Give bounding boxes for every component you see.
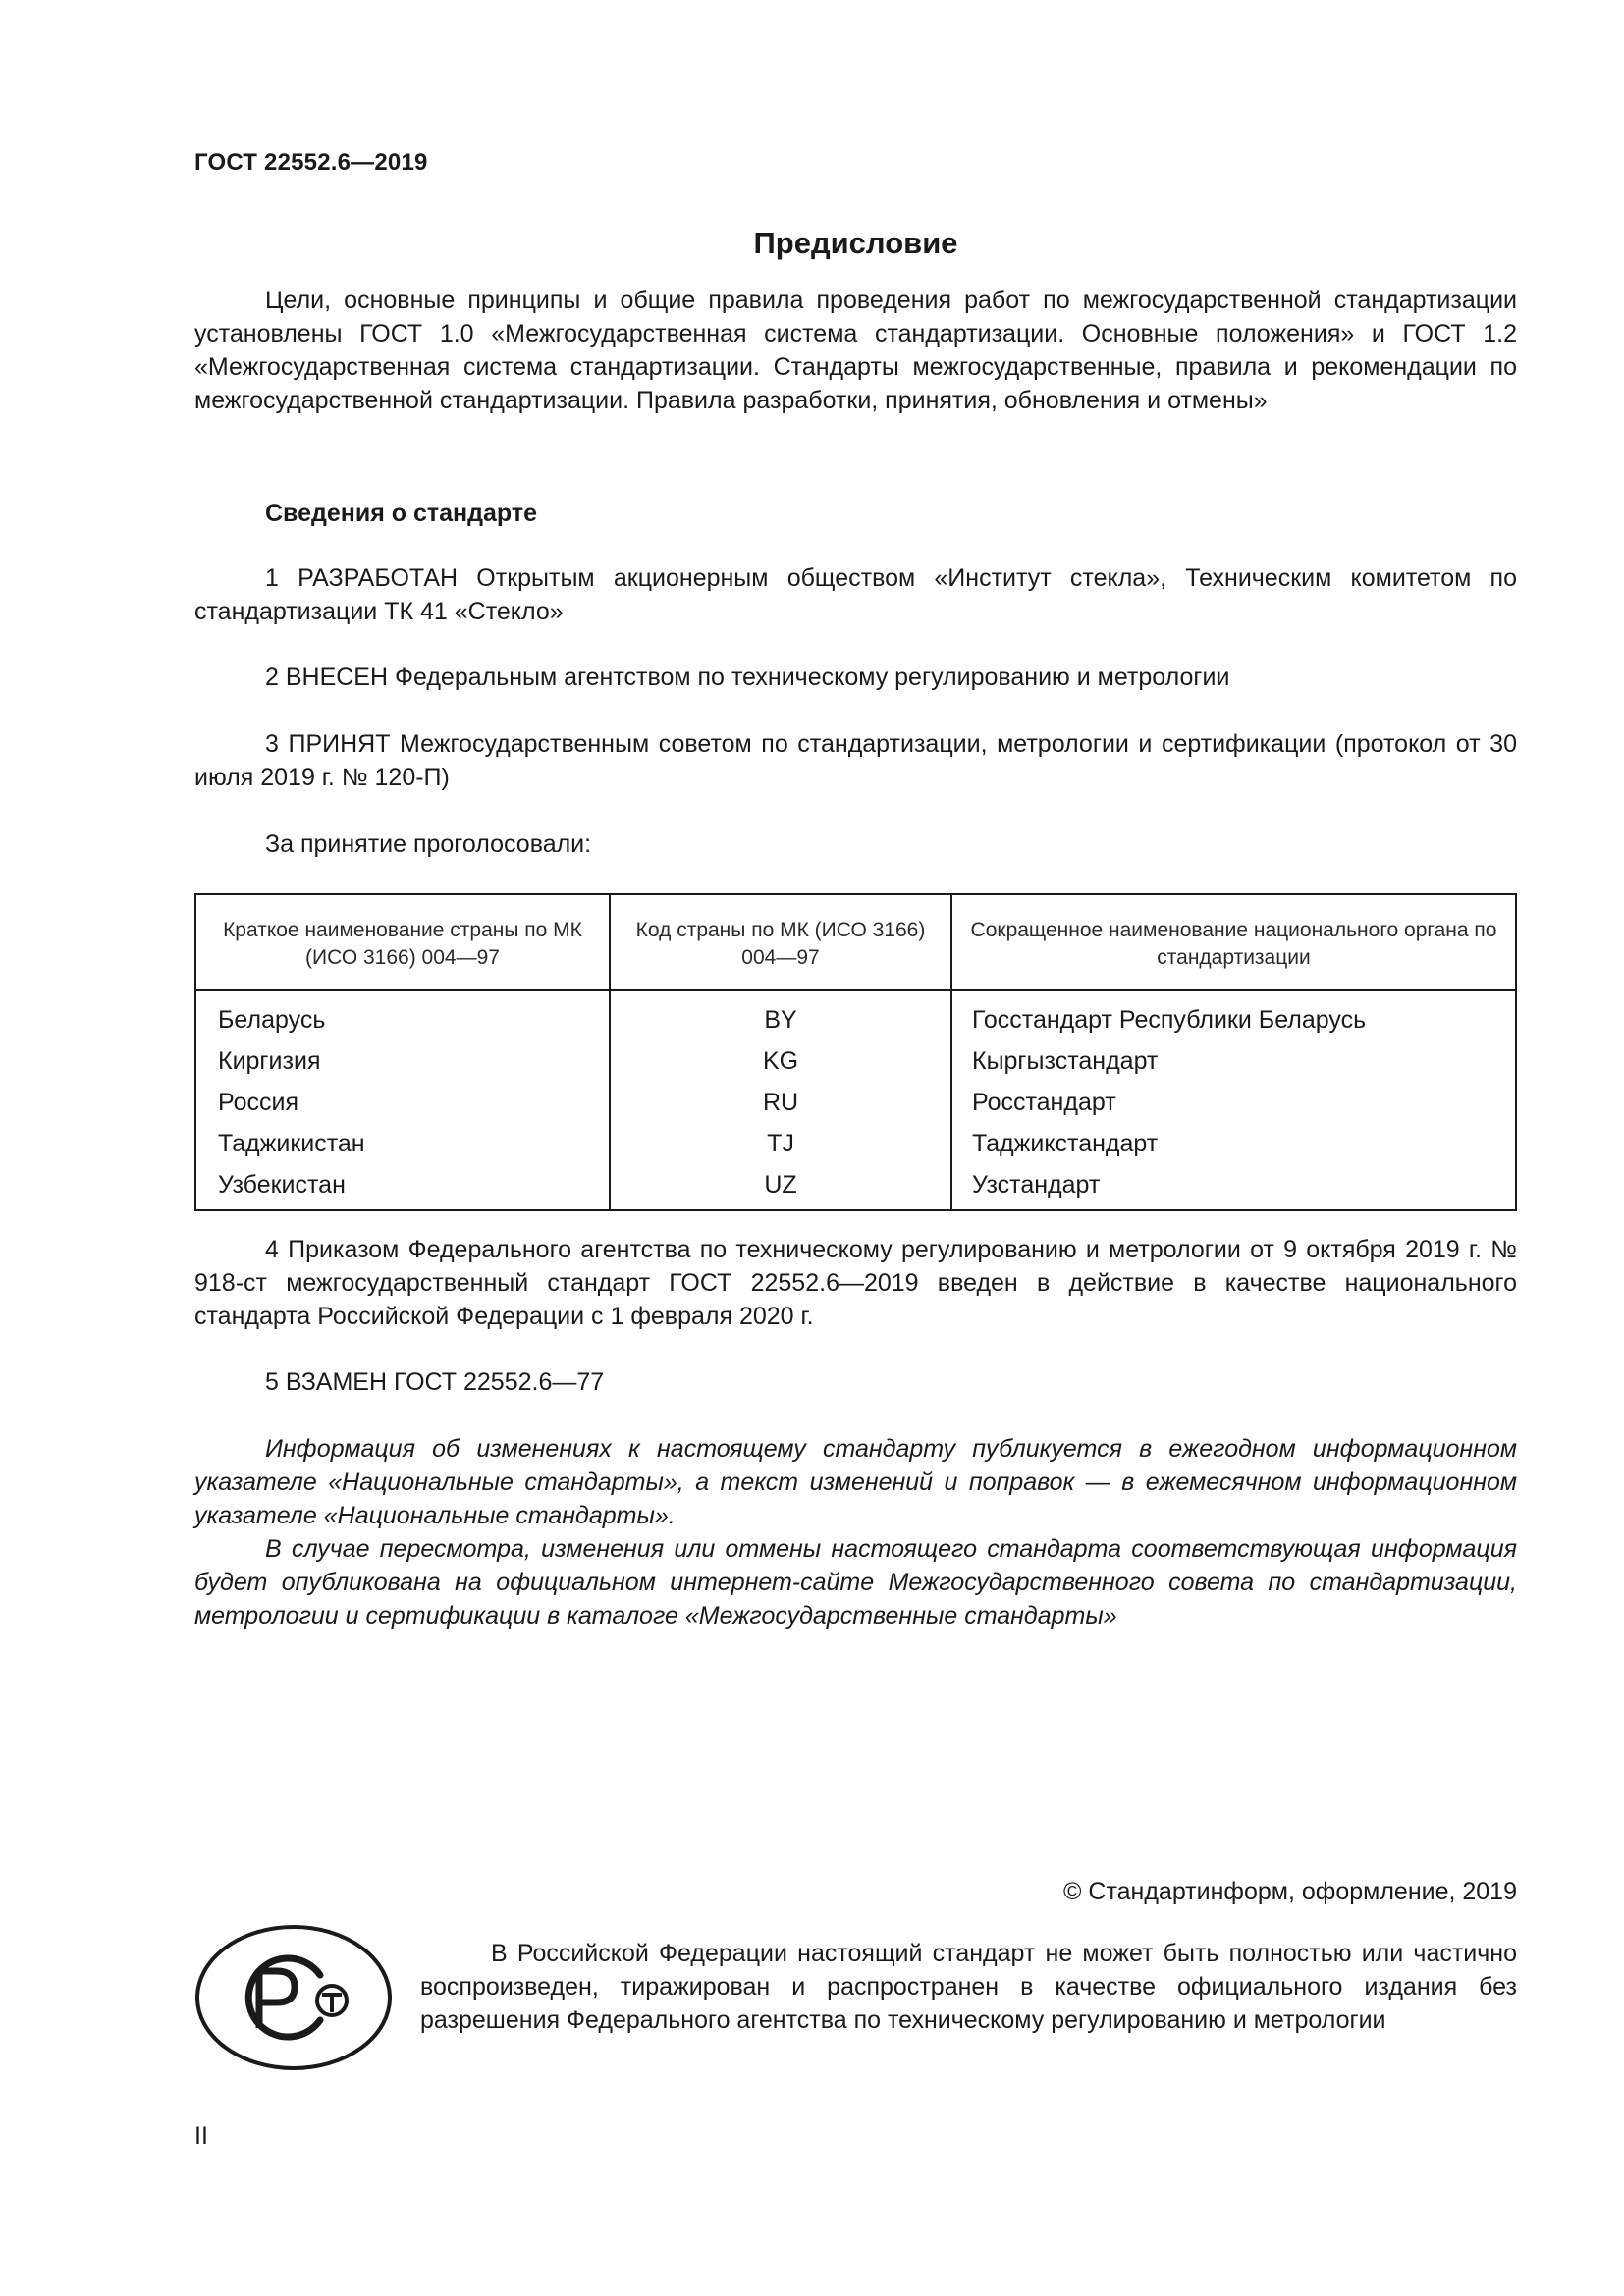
cell-code: UZ [610, 1164, 951, 1210]
cell-body: Таджикстандарт [951, 1123, 1516, 1164]
copyright-line: © Стандартинформ, оформление, 2019 [1063, 1878, 1517, 1905]
standard-code-header: ГОСТ 22552.6—2019 [194, 149, 428, 176]
cell-code: TJ [610, 1123, 951, 1164]
table-row [195, 1164, 1516, 1210]
preface-intro-paragraph: Цели, основные принципы и общие правила проведения работ по межгосударственной стандартизации установлены ГОСТ 1.0 «Межгосударственная система стандартизации. Основные положения» и ГОСТ 1.2 «Межгосударственная система стандартизации. Стандарты межгосударственные, правила и рекомендации по межгосударственной стандартизации. Правила разработки, принятия, обновления и отмены» [194, 287, 1517, 414]
table-header-row [195, 894, 1516, 990]
header-code: Код страны по МК (ИСО 3166) 004—97 [610, 894, 951, 990]
cell-body: Росстандарт [951, 1082, 1516, 1123]
item-5-replaces: 5 ВЗАМЕН ГОСТ 22552.6—77 [265, 1368, 605, 1396]
table-row [195, 1082, 1516, 1123]
cell-body: Узстандарт [951, 1164, 1516, 1210]
cell-code: BY [610, 990, 951, 1041]
cell-code: RU [610, 1082, 951, 1123]
voting-countries-table [194, 893, 1517, 1211]
reproduction-notice: В Российской Федерации настоящий стандарт не может быть полностью или частично воспроизведен, тиражирован и распространен в качестве официального издания без разрешения Федерального агентства по техническому регулированию и метрологии [420, 1940, 1517, 2034]
section-title: Предисловие [753, 226, 958, 260]
page-number: II [194, 2122, 208, 2150]
changes-info-paragraph: Информация об изменениях к настоящему стандарту публикуется в ежегодном информационном указателе «Национальные стандарты», а текст изменений и поправок — в ежемесячном информационном указателе «Национальные стандарты». [194, 1435, 1517, 1529]
cell-country: Киргизия [218, 1047, 321, 1075]
table-row [195, 1041, 1516, 1082]
table-row [195, 1123, 1516, 1164]
table-row [195, 990, 1516, 1041]
cell-country: Узбекистан [218, 1171, 346, 1199]
item-2-introduced: 2 ВНЕСЕН Федеральным агентством по техническому регулированию и метрологии [265, 664, 1230, 691]
header-body: Сокращенное наименование национального органа по стандартизации [951, 894, 1516, 990]
header-country: Краткое наименование страны по МК (ИСО 3166) 004—97 [195, 894, 610, 990]
cell-country: Беларусь [218, 1006, 326, 1034]
voted-label: За принятие проголосовали: [265, 830, 592, 858]
cell-body: Кыргызстандарт [951, 1041, 1516, 1082]
cell-country: Таджикистан [218, 1130, 365, 1157]
info-heading: Сведения о стандарте [265, 500, 538, 527]
item-4-order: 4 Приказом Федерального агентства по техническому регулированию и метрологии от 9 октября 2019 г. № 918-ст межгосударственный стандарт ГОСТ 22552.6—2019 введен в действие в качестве национального стандарта Российской Федерации с 1 февраля 2020 г. [194, 1236, 1517, 1330]
item-1-developed: 1 РАЗРАБОТАН Открытым акционерным обществом «Институт стекла», Техническим комитетом по стандартизации ТК 41 «Стекло» [194, 564, 1517, 625]
item-3-adopted: 3 ПРИНЯТ Межгосударственным советом по стандартизации, метрологии и сертификации (протокол от 30 июля 2019 г. № 120-П) [194, 730, 1517, 791]
rst-logo-icon [194, 1924, 393, 2071]
cell-code: KG [610, 1041, 951, 1082]
revision-info-paragraph: В случае пересмотра, изменения или отмены настоящего стандарта соответствующая информация будет опубликована на официальном интернет-сайте Межгосударственного совета по стандартизации, метрологии и сертификации в каталоге «Межгосударственные стандарты» [194, 1535, 1517, 1629]
cell-country: Россия [218, 1089, 298, 1116]
cell-body: Госстандарт Республики Беларусь [951, 990, 1516, 1041]
